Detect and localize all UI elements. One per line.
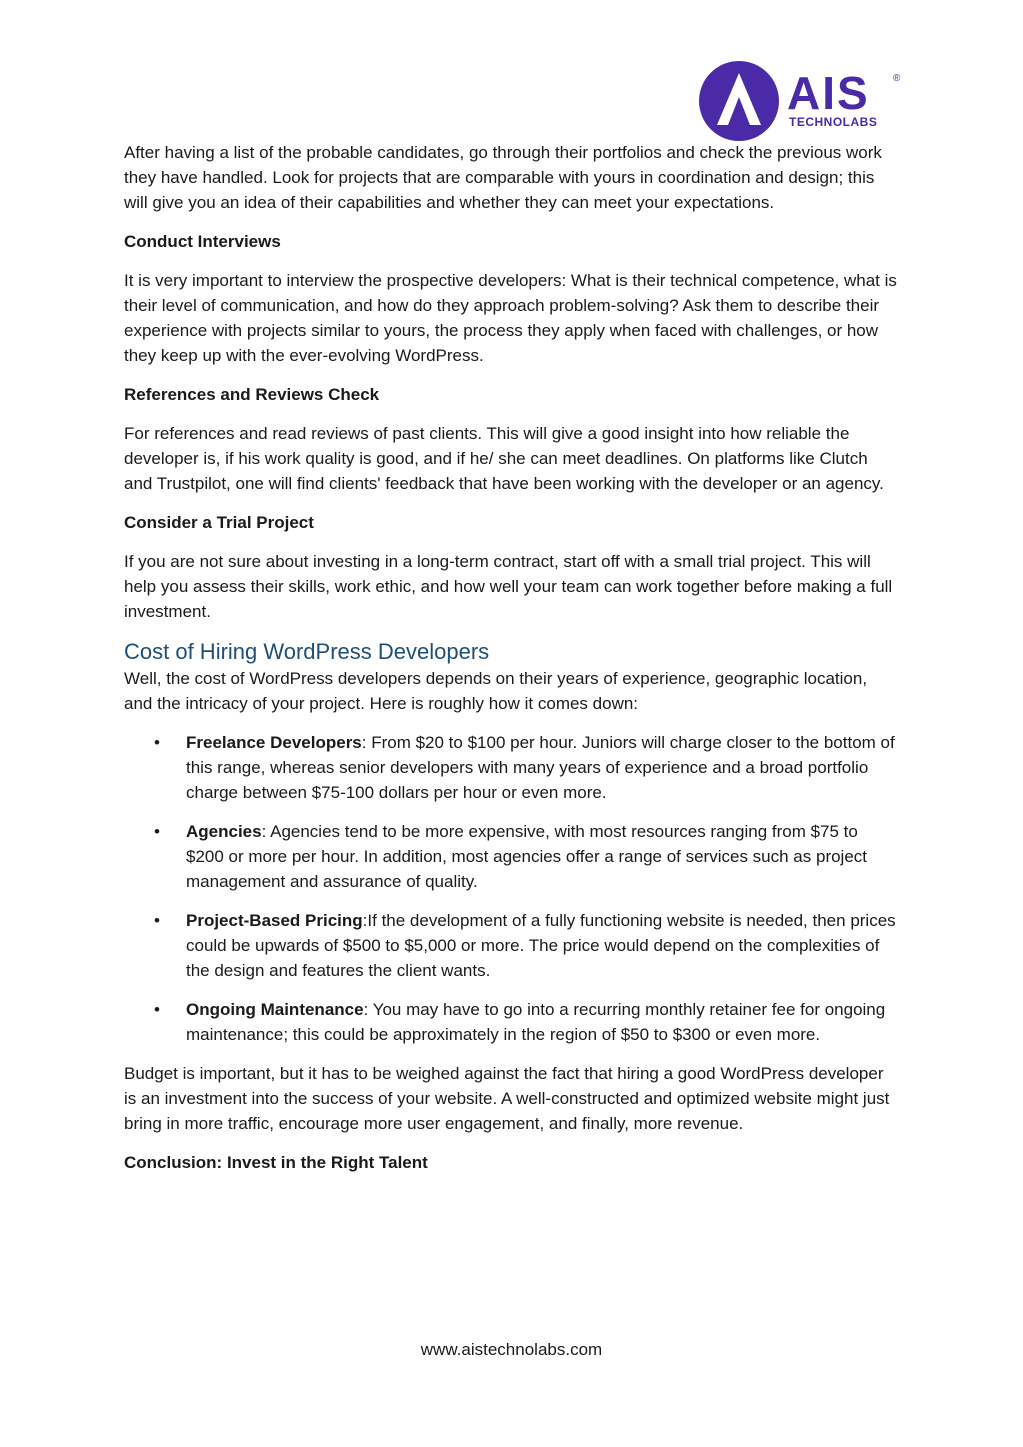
cost-intro-paragraph: Well, the cost of WordPress developers depends on their years of experience, geographic location, and the intricacy of your project. Here is roughly how it comes down: bbox=[124, 669, 868, 713]
footer-url: www.aistechnolabs.com bbox=[420, 1340, 603, 1359]
bullet-icon: • bbox=[154, 1000, 160, 1019]
cost-section-title: Cost of Hiring WordPress Developers bbox=[124, 639, 490, 664]
svg-text:®: ® bbox=[893, 73, 901, 84]
list-item bbox=[124, 819, 900, 894]
intro-paragraph: After having a list of the probable candidates, go through their portfolios and check the previous work they have handled. Look for projects that are comparable with yours in coordination and design; this will give you an idea of their capabilities and whether they can meet your expectations. bbox=[124, 143, 882, 212]
bullet-label: Agencies bbox=[186, 822, 262, 841]
section-heading: Consider a Trial Project bbox=[124, 513, 314, 532]
ais-technolabs-logo bbox=[697, 59, 907, 143]
conclusion-heading: Conclusion: Invest in the Right Talent bbox=[124, 1153, 428, 1172]
bullet-text: : You may have to go into a recurring monthly retainer fee for ongoing maintenance; this could be approximately in the region of $50 to $300 or even more. bbox=[186, 1000, 886, 1044]
list-item bbox=[124, 730, 900, 805]
bullet-text: : Agencies tend to be more expensive, with most resources ranging from $75 to $200 or more per hour. In addition, most agencies offer a range of services such as project management and assurance of quality. bbox=[186, 822, 868, 891]
bullet-text: : From $20 to $100 per hour. Juniors will charge closer to the bottom of this range, whereas senior developers with many years of experience and a broad portfolio charge between $75-100 dollars per hour or even more. bbox=[186, 733, 895, 802]
bullet-label: Ongoing Maintenance bbox=[186, 1000, 364, 1019]
cost-closing-paragraph: Budget is important, but it has to be weighed against the fact that hiring a good WordPress developer is an investment into the success of your website. A well-constructed and optimized website might just bring in more traffic, encourage more user engagement, and finally, more revenue. bbox=[124, 1064, 890, 1133]
document-body bbox=[124, 140, 900, 1189]
bullet-icon: • bbox=[154, 733, 160, 752]
section-paragraph: If you are not sure about investing in a long-term contract, start off with a small trial project. This will help you assess their skills, work ethic, and how well your team can work together before making a full investment. bbox=[124, 552, 893, 621]
bullet-icon: • bbox=[154, 822, 160, 841]
bullet-icon: • bbox=[154, 911, 160, 930]
cost-bullet-list bbox=[124, 730, 900, 1047]
list-item bbox=[124, 997, 900, 1047]
list-item bbox=[124, 908, 900, 983]
bullet-text: :If the development of a fully functioning website is needed, then prices could be upwards of $500 to $5,000 or more. The price would depend on the complexities of the design and features the client wants. bbox=[186, 911, 896, 980]
bullet-label: Project-Based Pricing bbox=[186, 911, 363, 930]
section-paragraph: For references and read reviews of past clients. This will give a good insight into how reliable the developer is, if his work quality is good, and if he/ she can meet deadlines. On platforms like Clutch and Trustpilot, one will find clients' feedback that have been working with the developer or an agency. bbox=[124, 424, 884, 493]
logo-mark bbox=[697, 59, 907, 143]
logo-sub-text: TECHNOLABS bbox=[789, 115, 878, 129]
logo-brand-text: AIS bbox=[787, 67, 870, 119]
section-heading: Conduct Interviews bbox=[124, 232, 281, 251]
section-paragraph: It is very important to interview the prospective developers: What is their technical competence, what is their level of communication, and how do they approach problem-solving? Ask them to describe their experience with projects similar to yours, the process they apply when faced with challenges, or how they keep up with the ever-evolving WordPress. bbox=[124, 271, 897, 365]
section-heading: References and Reviews Check bbox=[124, 385, 380, 404]
bullet-label: Freelance Developers bbox=[186, 733, 362, 752]
